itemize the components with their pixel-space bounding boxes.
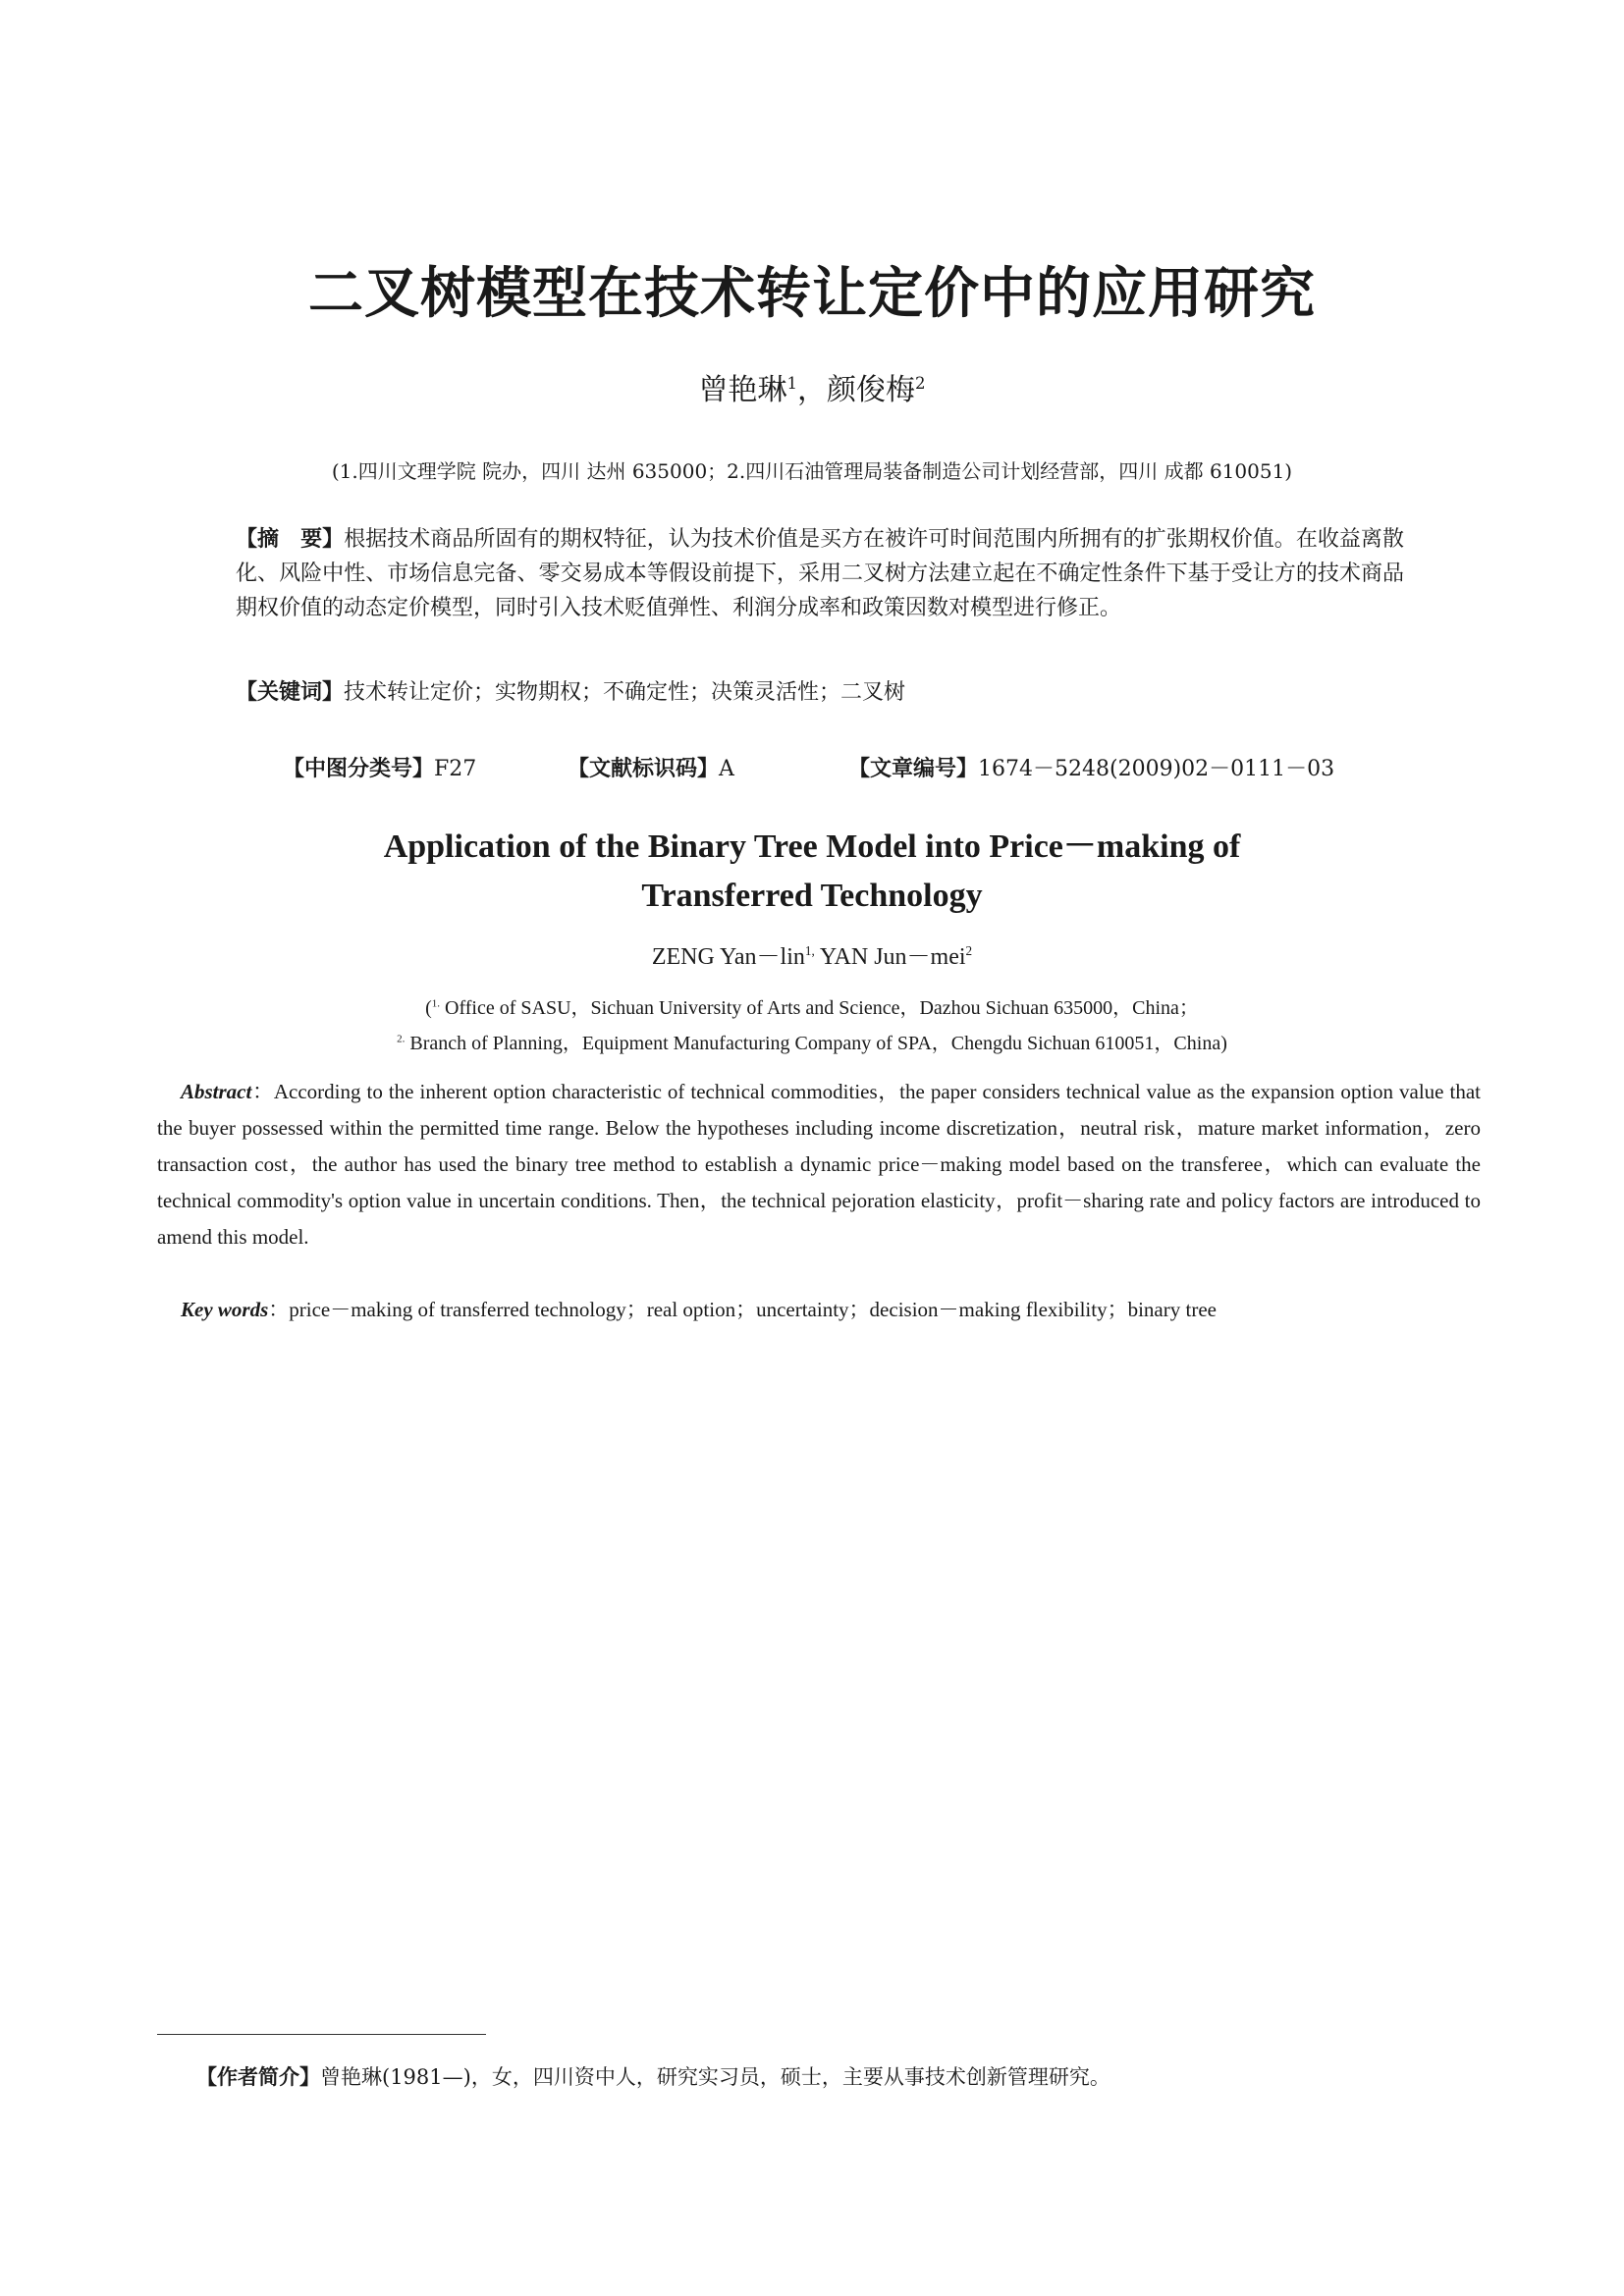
author-bio-text: 曾艳琳(1981—)，女，四川资中人，研究实习员，硕士，主要从事技术创新管理研究。 bbox=[320, 2065, 1110, 2089]
english-affiliation-1-mark: 1. bbox=[431, 997, 441, 1010]
english-keywords-colon: ： bbox=[268, 1298, 290, 1321]
english-affiliation-1-text: Office of SASU，Sichuan University of Arts and Science，Dazhou Sichuan 635000，China； bbox=[440, 997, 1199, 1019]
chinese-abstract bbox=[236, 522, 1404, 625]
chinese-abstract-label: 【摘 要】 bbox=[236, 527, 345, 552]
author-2-name: 颜俊梅 bbox=[827, 373, 915, 407]
english-abstract bbox=[157, 1074, 1481, 1255]
classification-row bbox=[0, 752, 1624, 785]
english-title bbox=[0, 823, 1624, 921]
english-abstract-label: Abstract bbox=[181, 1080, 252, 1103]
english-keywords-label: Key words bbox=[181, 1298, 269, 1321]
document-code bbox=[568, 752, 734, 782]
english-abstract-text: According to the inherent option characteristic of technical commodities，the paper considers technical value as the expansion option value that the buyer possessed within the permitted time range. Below the hypotheses including income discretization，neutral risk，mature market information，zero transaction cost，the author has used the binary tree method to establish a dynamic price－making model based on the transferee，which can evaluate the technical commodity's option value in uncertain conditions. Then，the technical pejoration elasticity，profit－sharing rate and policy factors are introduced to amend this model. bbox=[157, 1080, 1481, 1249]
author-separator: ， bbox=[797, 373, 827, 407]
author-bio-label: 【作者简介】 bbox=[196, 2065, 320, 2089]
english-title-line-2: Transferred Technology bbox=[641, 878, 983, 914]
english-affiliation-2 bbox=[0, 1027, 1624, 1055]
english-affiliation-2-text: Branch of Planning，Equipment Manufacturing Company of SPA，Chengdu Sichuan 610051，China) bbox=[405, 1033, 1227, 1054]
article-number-value: 1674－5248(2009)02－0111－03 bbox=[978, 757, 1335, 781]
english-author-2-affil-mark: 2 bbox=[965, 943, 973, 958]
clc-number bbox=[283, 752, 476, 782]
clc-value: F27 bbox=[434, 757, 477, 781]
english-title-line-1: Application of the Binary Tree Model into Price－making of bbox=[383, 828, 1241, 865]
english-keywords bbox=[157, 1292, 1481, 1328]
author-2-affil-mark: 2 bbox=[915, 374, 926, 393]
english-authors bbox=[0, 936, 1624, 971]
author-1-affil-mark: 1 bbox=[786, 374, 797, 393]
english-author-2-name: YAN Jun－mei bbox=[819, 944, 966, 970]
document-code-value: A bbox=[719, 757, 734, 781]
author-1-name: 曾艳琳 bbox=[698, 373, 787, 407]
chinese-title: 二叉树模型在技术转让定价中的应用研究 bbox=[308, 262, 1316, 326]
chinese-affiliations: (1.四川文理学院 院办，四川 达州 635000；2.四川石油管理局装备制造公司计划经营部，四川 成都 610051) bbox=[331, 459, 1293, 483]
chinese-keywords-text: 技术转让定价；实物期权；不确定性；决策灵活性；二叉树 bbox=[344, 680, 906, 705]
article-number bbox=[848, 752, 1334, 782]
english-keywords-text: price－making of transferred technology；real option；uncertainty；decision－making flexibility；binary tree bbox=[289, 1298, 1217, 1321]
article-number-label: 【文章编号】 bbox=[848, 757, 979, 781]
author-bio-footnote bbox=[196, 2061, 1110, 2091]
chinese-keywords bbox=[236, 675, 1404, 710]
english-affiliation-open-paren: ( bbox=[425, 997, 432, 1019]
chinese-authors bbox=[0, 365, 1624, 408]
english-author-1-name: ZENG Yan－lin bbox=[651, 944, 805, 970]
chinese-abstract-text: 根据技术商品所固有的期权特征，认为技术价值是买方在被许可时间范围内所拥有的扩张期权价值。在收益离散化、风险中性、市场信息完备、零交易成本等假设前提下，采用二叉树方法建立起在不确定性条件下基于受让方的技术商品期权价值的动态定价模型，同时引入技术贬值弹性、利润分成率和政策因数对模型进行修正。 bbox=[236, 527, 1404, 620]
document-code-label: 【文献标识码】 bbox=[568, 757, 720, 781]
english-abstract-colon: ： bbox=[251, 1080, 274, 1103]
english-affiliation-1 bbox=[0, 991, 1624, 1020]
clc-label: 【中图分类号】 bbox=[283, 757, 435, 781]
english-author-1-affil-mark: 1, bbox=[804, 943, 815, 958]
chinese-keywords-label: 【关键词】 bbox=[236, 680, 345, 705]
english-affiliation-2-mark: 2. bbox=[397, 1033, 406, 1045]
footnote-divider bbox=[157, 2034, 486, 2035]
